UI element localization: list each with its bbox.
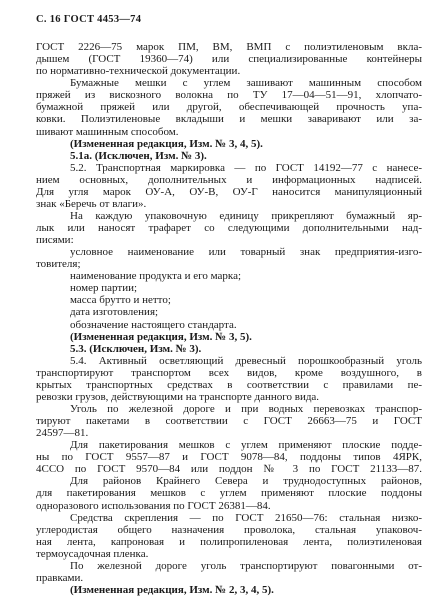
text-line: углеродистая общего назначения проволока, стальная упаковоч- [36, 523, 422, 536]
amendment-note: (Измененная редакция, Изм. № 3, 4, 5). [70, 137, 263, 150]
list-item: наименование продукта и его марка; [70, 270, 242, 283]
text-line: Для районов Крайнего Севера и труднодоступных районов, [70, 475, 422, 488]
text-line: одноразового использования по ГОСТ 26381—84. [36, 499, 271, 512]
list-item: товителя; [36, 258, 81, 271]
text-line: тируют пакетами в соответствии с ГОСТ 26663—75 и ГОСТ [36, 415, 422, 427]
amendment-note: (Измененная редакция, Изм. № 3, 5). [70, 330, 252, 343]
page-header: С. 16 ГОСТ 4453—74 [36, 14, 142, 25]
text-line: транспортируют транспортом всех видов, кроме воздушного, в [36, 366, 422, 379]
text-line: нием основных, дополнительных и информационных надписей. [36, 173, 422, 186]
list-item: условное наименование или товарный знак предприятия-изго- [70, 246, 422, 259]
text-line: 5.4. Активный осветляющий древесный порошкообразный уголь [70, 354, 422, 367]
text-line: крытых транспортных средствах в соответствии с правилами пе- [36, 378, 422, 391]
text-line: По железной дороге уголь транспортируют повагонными от- [70, 559, 422, 572]
text-line: Уголь по железной дороге и при водных перевозках транспор- [70, 403, 422, 415]
text-line: ГОСТ 2226—75 марок ПМ, ВМ, ВМП с полиэтиленовым вкла- [36, 41, 422, 53]
text-line: знак «Беречь от влаги». [36, 197, 147, 210]
excluded-note: 5.1а. (Исключен, Изм. № 3). [70, 149, 207, 162]
text-line: шивают машинным способом. [36, 125, 179, 138]
text-line: Для пакетирования мешков с углем применяют плоские подде- [70, 439, 422, 452]
text-line: ковки. Полиэтиленовые вкладыши и мешки заваривают или за- [36, 113, 422, 126]
list-item: номер партии; [70, 282, 138, 295]
list-item: обозначение настоящего стандарта. [70, 318, 237, 331]
text-line: ны по ГОСТ 9557—87 и ГОСТ 9078—84, поддоны типов 4ЯРК, [36, 451, 422, 464]
text-line: бумажной пряжей или другой, обеспечивающей прочность упа- [36, 101, 422, 114]
text-line: по нормативно-технической документации. [36, 65, 241, 78]
text-line: лык или наносят трафарет со следующими дополнительными над- [36, 222, 422, 234]
text-line: Бумажные мешки с углем зашивают машинным способом [70, 77, 422, 90]
text-line: правками. [36, 571, 84, 584]
text-line: ная лента, капроновая и полипропиленовая лента, полиэтиленовая [36, 535, 422, 548]
excluded-note: 5.3. (Исключен, Изм. № 3). [70, 342, 202, 355]
text-line: Для угля марок ОУ-А, ОУ-В, ОУ-Г наносится манипуляционный [36, 185, 422, 198]
text-line: писями: [36, 234, 74, 246]
list-item: масса брутто и нетто; [70, 294, 171, 307]
text-line: дышем (ГОСТ 19360—74) или специализированные контейнеры [36, 53, 422, 66]
text-line: 4ССО по ГОСТ 9570—84 или поддон № 3 по ГОСТ 21133—87. [36, 463, 422, 476]
text-line: для пакетирования мешков с углем применяют плоские поддоны [36, 487, 422, 500]
text-line: термоусадочная пленка. [36, 547, 149, 560]
text-line: 5.2. Транспортная маркировка — по ГОСТ 14192—77 с нанесе- [70, 161, 422, 174]
amendment-note: (Измененная редакция, Изм. № 2, 3, 4, 5). [70, 583, 274, 596]
text-line: Средства скрепления — по ГОСТ 21650—76: стальная низко- [70, 511, 422, 524]
text-line: ревозки грузов, действующими на транспорте данного вида. [36, 390, 320, 403]
text-line: На каждую упаковочную единицу прикрепляют бумажный яр- [70, 209, 422, 222]
text-line: пряжей из вискозного волокна по ТУ 17—04—51—91, хлопчато- [36, 89, 422, 102]
list-item: дата изготовления; [70, 306, 159, 319]
text-line: 24597—81. [36, 427, 89, 440]
